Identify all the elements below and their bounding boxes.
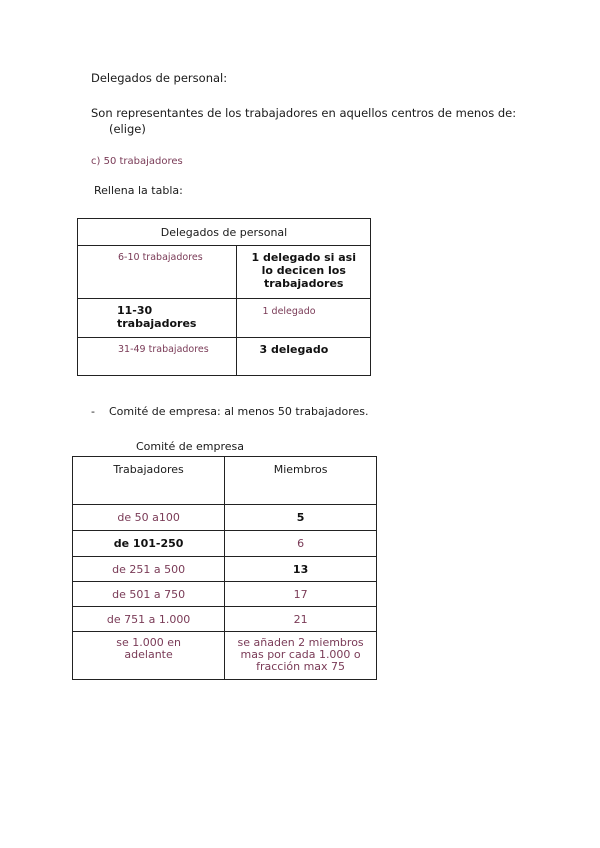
bullet-marker: - (91, 405, 95, 418)
table-cell: 6-10 trabajadores (78, 246, 237, 299)
delegados-table (77, 218, 371, 376)
table-row (73, 531, 377, 557)
question-line-2: (elige) (109, 122, 146, 136)
column-header: Trabajadores (73, 457, 225, 505)
table-cell: se 1.000 en adelante (73, 632, 225, 680)
table-row (73, 582, 377, 607)
table-row (78, 246, 371, 299)
table-row (73, 632, 377, 680)
table-title: Comité de empresa (136, 440, 244, 453)
table-cell: 13 (225, 557, 377, 582)
table-row (73, 505, 377, 531)
table-row (73, 557, 377, 582)
table-cell: de 751 a 1.000 (73, 607, 225, 632)
table-cell: de 50 a100 (73, 505, 225, 531)
table-cell: 1 delegado si asi lo decicen los trabajadores (237, 246, 371, 299)
table-cell: 3 delegado (237, 338, 371, 376)
answer-text: c) 50 trabajadores (91, 156, 183, 167)
column-header: Miembros (225, 457, 377, 505)
table-cell: 31-49 trabajadores (78, 338, 237, 376)
table-cell: 11-30 trabajadores (78, 299, 237, 338)
table-cell: de 101-250 (73, 531, 225, 557)
table-row (73, 607, 377, 632)
table-cell: 5 (225, 505, 377, 531)
comite-text: Comité de empresa: al menos 50 trabajadores. (109, 405, 369, 418)
comite-table (72, 456, 377, 680)
table-cell: de 501 a 750 (73, 582, 225, 607)
table-row (78, 338, 371, 376)
table-header-row (73, 457, 377, 505)
table-cell: de 251 a 500 (73, 557, 225, 582)
table-row (78, 299, 371, 338)
table-header: Delegados de personal (78, 219, 371, 246)
question-line-1: Son representantes de los trabajadores en aquellos centros de menos de: (91, 106, 517, 120)
table-cell: 17 (225, 582, 377, 607)
section-heading: Delegados de personal: (91, 71, 228, 85)
table-cell: 1 delegado (237, 299, 371, 338)
table-cell: 21 (225, 607, 377, 632)
instruction-text: Rellena la tabla: (94, 184, 183, 197)
table-cell: 6 (225, 531, 377, 557)
table-cell: se añaden 2 miembros mas por cada 1.000 o fracción max 75 (225, 632, 377, 680)
